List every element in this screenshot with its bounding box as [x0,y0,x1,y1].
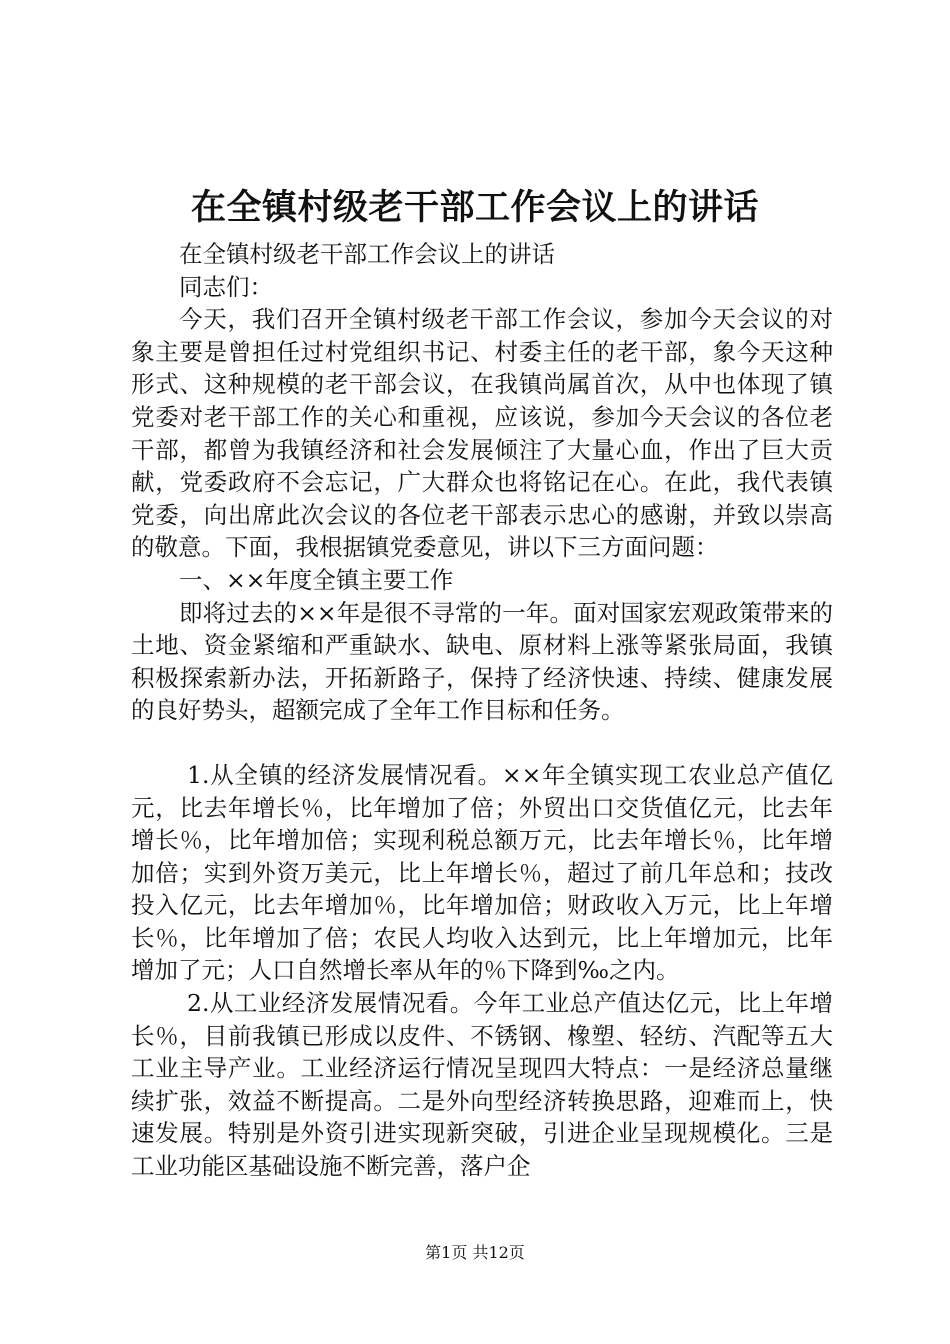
opening-paragraph: 今天，我们召开全镇村级老干部工作会议，参加今天会议的对象主要是曾担任过村党组织书记、村委主任的老干部，象今天这种形式、这种规模的老干部会议，在我镇尚属首次，从中也体现了镇党委对老干部工作的关心和重视，应该说，参加今天会议的各位老干部，都曾为我镇经济和社会发展倾注了大量心血，作出了巨大贡献，党委政府不会忘记，广大群众也将铭记在心。在此，我代表镇党委，向出席此次会议的各位老干部表示忠心的感谢，并致以崇高的敬意。下面，我根据镇党委意见，讲以下三方面问题： [131,305,833,562]
document-body [131,238,833,1183]
salutation-paragraph: 同志们： [179,272,273,301]
subtitle-paragraph: 在全镇村级老干部工作会议上的讲话 [179,240,555,268]
section-intro-paragraph: 即将过去的××年是很不寻常的一年。面对国家宏观政策带来的土地、资金紧缩和严重缺水、缺电、原材料上涨等紧张局面，我镇积极探索新办法，开拓新路子，保持了经济快速、持续、健康发展的良好势头，超额完成了全年工作目标和任务。 [131,598,833,725]
document-title: 在全镇村级老干部工作会议上的讲话 [190,187,759,228]
page-number-footer: 第1页 共12页 [425,1243,525,1262]
section-heading: 一、××年度全镇主要工作 [179,565,454,594]
economy-paragraph: 1.从全镇的经济发展情况看。××年全镇实现工农业总产值亿元，比去年增长％，比年增加了倍；外贸出口交货值亿元，比去年增长％，比年增加倍；实现利税总额万元，比去年增长％，比年增加倍；实到外资万美元，比上年增长％，超过了前几年总和；技改投入亿元，比去年增加％，比年增加倍；财政收入万元，比上年增长％，比年增加了倍；农民人均收入达到元，比上年增加元，比年增加了元；人口自然增长率从年的％下降到‰之内。 [131,760,833,985]
industry-paragraph: 2.从工业经济发展情况看。今年工业总产值达亿元，比上年增长％，目前我镇已形成以皮件、不锈钢、橡塑、轻纺、汽配等五大工业主导产业。工业经济运行情况呈现四大特点：一是经济总量继续扩张，效益不断提高。二是外向型经济转换思路，迎难而上，快速发展。特别是外资引进实现新突破，引进企业呈现规模化。三是工业功能区基础设施不断完善，落户企 [131,989,833,1181]
